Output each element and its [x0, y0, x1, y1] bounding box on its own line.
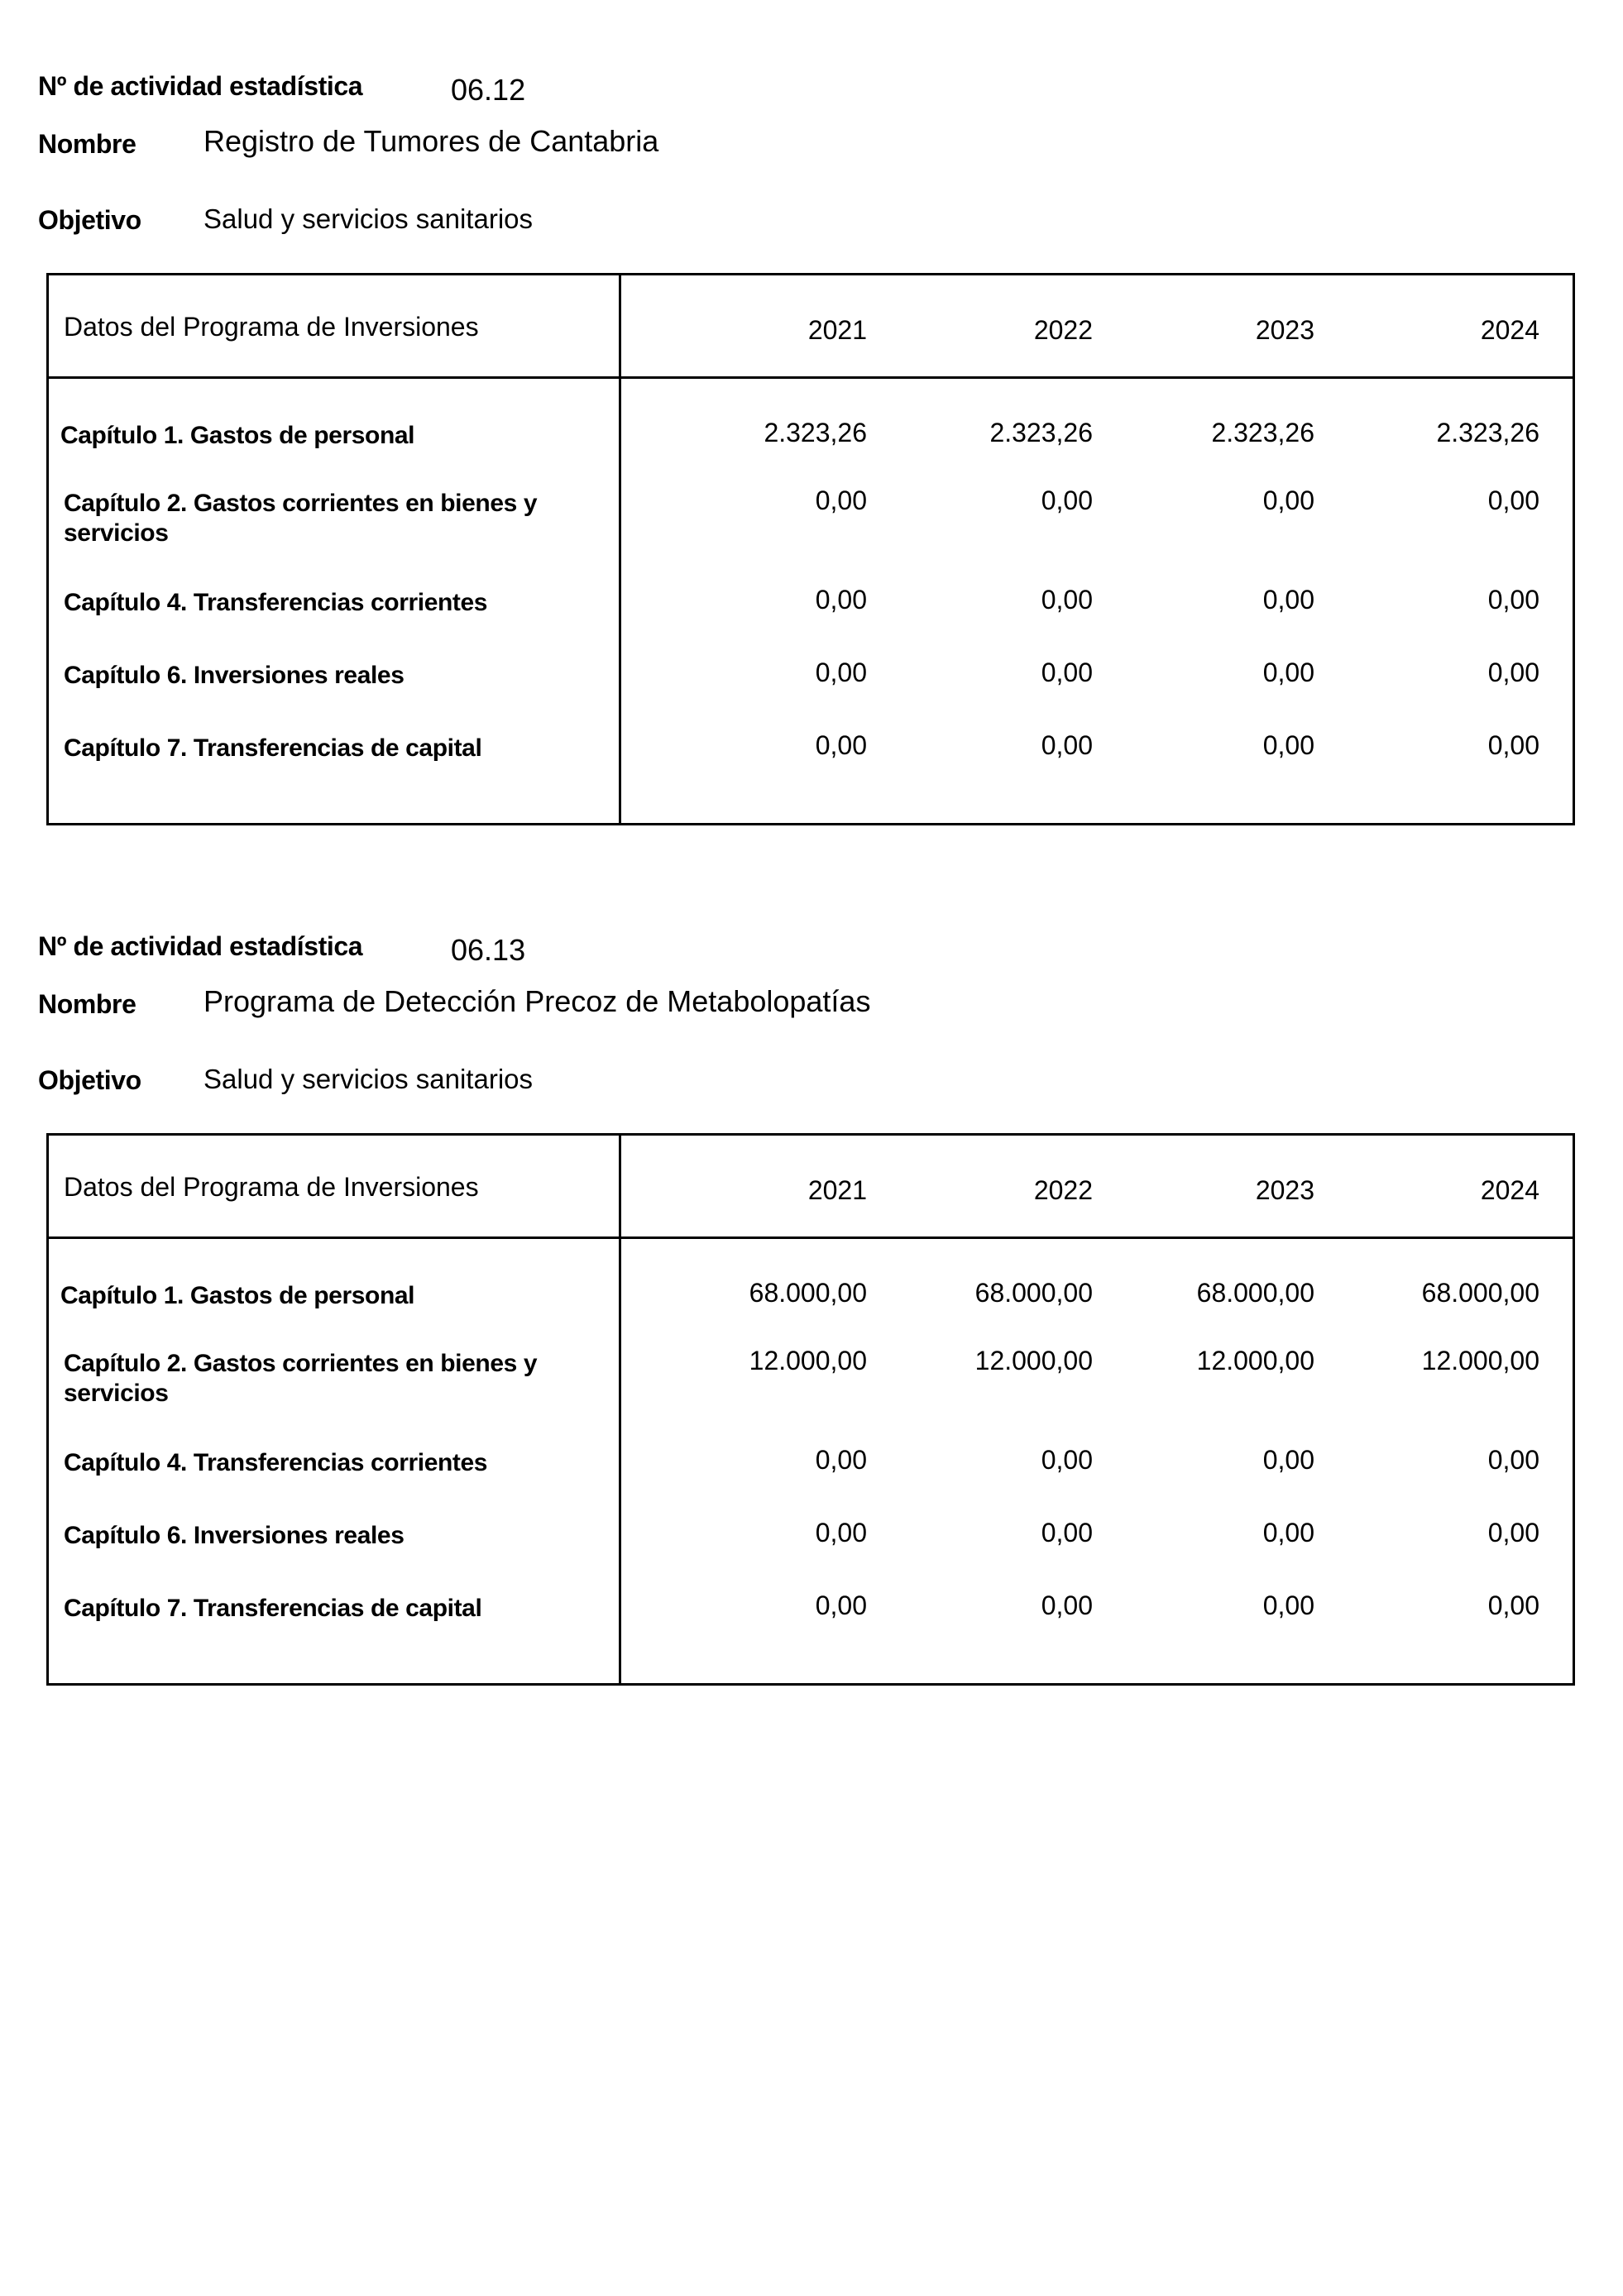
table-row-label: Capítulo 4. Transferencias corrientes — [64, 1449, 488, 1476]
table-cell-value: 0,00 — [1262, 1445, 1314, 1475]
year-header: 2024 — [1480, 315, 1539, 345]
table-cell-value: 0,00 — [815, 730, 867, 760]
table-cell-value: 68.000,00 — [1196, 1278, 1314, 1308]
table-cell-value: 0,00 — [815, 486, 867, 515]
table-column-divider — [619, 1136, 621, 1683]
table-row-label: Capítulo 1. Gastos de personal — [60, 1282, 415, 1309]
year-header: 2022 — [1033, 315, 1093, 345]
activity-number: 06.13 — [451, 933, 526, 967]
year-header: 2021 — [807, 1175, 867, 1205]
objective-label: Objetivo — [38, 205, 141, 235]
table-row-label: Capítulo 7. Transferencias de capital — [64, 1595, 482, 1622]
table-cell-value: 2.323,26 — [764, 418, 867, 447]
table-cell-value: 0,00 — [1041, 1445, 1093, 1475]
table-cell-value: 0,00 — [1487, 486, 1539, 515]
table-column-divider — [619, 275, 621, 823]
table-cell-value: 2.323,26 — [1211, 418, 1314, 447]
table-cell-value: 0,00 — [1262, 1590, 1314, 1620]
activity-section — [0, 860, 1623, 1720]
investment-table — [46, 1133, 1575, 1686]
table-cell-value: 68.000,00 — [974, 1278, 1093, 1308]
table-cell-value: 0,00 — [1041, 1518, 1093, 1547]
table-cell-value: 68.000,00 — [1421, 1278, 1539, 1308]
table-row-label: Capítulo 6. Inversiones reales — [64, 662, 405, 689]
year-header: 2023 — [1255, 1175, 1314, 1205]
investment-table — [46, 273, 1575, 825]
table-cell-value: 12.000,00 — [1421, 1346, 1539, 1375]
table-cell-value: 0,00 — [1487, 1518, 1539, 1547]
table-row-label: Capítulo 4. Transferencias corrientes — [64, 589, 488, 616]
name-label: Nombre — [38, 129, 136, 159]
table-cell-value: 0,00 — [1487, 730, 1539, 760]
table-row-label: Capítulo 2. Gastos corrientes en bienes y servicios — [64, 1350, 538, 1407]
activity-number: 06.12 — [451, 73, 526, 107]
table-cell-value: 12.000,00 — [974, 1346, 1093, 1375]
table-header-title: Datos del Programa de Inversiones — [64, 1172, 479, 1202]
objective-label: Objetivo — [38, 1065, 141, 1095]
activity-objective: Salud y servicios sanitarios — [203, 203, 533, 234]
table-cell-value: 0,00 — [1041, 585, 1093, 615]
table-cell-value: 0,00 — [1262, 1518, 1314, 1547]
table-cell-value: 0,00 — [1262, 486, 1314, 515]
activity-objective: Salud y servicios sanitarios — [203, 1064, 533, 1094]
year-header: 2024 — [1480, 1175, 1539, 1205]
table-cell-value: 0,00 — [1262, 730, 1314, 760]
table-cell-value: 0,00 — [1041, 658, 1093, 687]
table-cell-value: 12.000,00 — [1196, 1346, 1314, 1375]
table-cell-value: 12.000,00 — [749, 1346, 867, 1375]
table-cell-value: 0,00 — [815, 658, 867, 687]
activity-section — [0, 0, 1623, 860]
table-cell-value: 0,00 — [1262, 658, 1314, 687]
year-header: 2023 — [1255, 315, 1314, 345]
table-header-divider — [49, 1236, 1573, 1239]
name-label: Nombre — [38, 989, 136, 1019]
table-row-label: Capítulo 1. Gastos de personal — [60, 422, 415, 449]
table-cell-value: 0,00 — [1041, 1590, 1093, 1620]
table-cell-value: 2.323,26 — [989, 418, 1093, 447]
table-cell-value: 2.323,26 — [1436, 418, 1539, 447]
activity-name: Registro de Tumores de Cantabria — [203, 124, 659, 158]
table-cell-value: 0,00 — [1262, 585, 1314, 615]
table-cell-value: 0,00 — [815, 1590, 867, 1620]
activity-number-label: Nº de actividad estadística — [38, 931, 363, 961]
table-header-divider — [49, 376, 1573, 379]
year-header: 2022 — [1033, 1175, 1093, 1205]
table-cell-value: 0,00 — [815, 585, 867, 615]
table-cell-value: 0,00 — [815, 1518, 867, 1547]
table-cell-value: 0,00 — [815, 1445, 867, 1475]
table-row-label: Capítulo 6. Inversiones reales — [64, 1522, 405, 1549]
table-row-label: Capítulo 7. Transferencias de capital — [64, 734, 482, 762]
table-header-title: Datos del Programa de Inversiones — [64, 312, 479, 342]
activity-name: Programa de Detección Precoz de Metabolopatías — [203, 984, 871, 1018]
table-cell-value: 68.000,00 — [749, 1278, 867, 1308]
activity-number-label: Nº de actividad estadística — [38, 71, 363, 101]
table-cell-value: 0,00 — [1487, 585, 1539, 615]
year-header: 2021 — [807, 315, 867, 345]
table-cell-value: 0,00 — [1487, 1590, 1539, 1620]
table-row-label: Capítulo 2. Gastos corrientes en bienes y servicios — [64, 490, 538, 547]
table-cell-value: 0,00 — [1487, 658, 1539, 687]
table-cell-value: 0,00 — [1041, 730, 1093, 760]
table-cell-value: 0,00 — [1041, 486, 1093, 515]
table-cell-value: 0,00 — [1487, 1445, 1539, 1475]
